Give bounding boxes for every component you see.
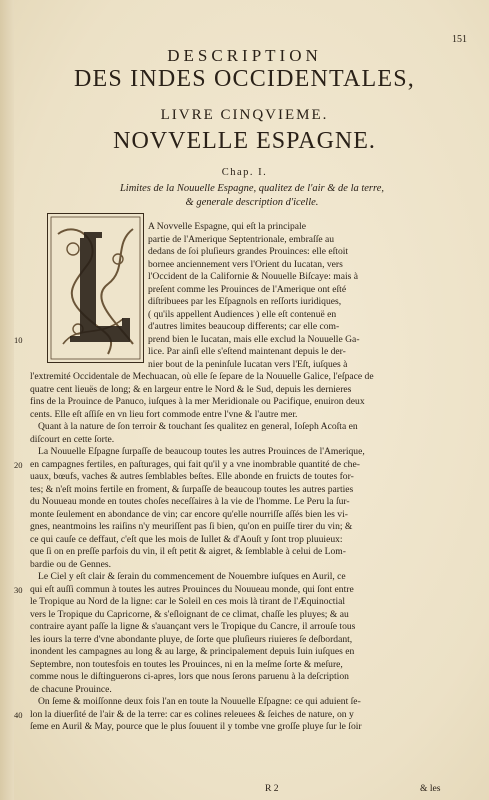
text-line: diſcourt en cette ſorte. <box>30 433 115 445</box>
text-line: prend bien le Iucatan, mais elle exclud la Nouuelle Ga- <box>148 333 360 345</box>
text-line: uaux, bœufs, vaches & autres ſemblables beſtes. Elle abonde en fruicts de toutes for- <box>30 471 354 482</box>
chapter-subtitle-1: Limites de la Nouuelle Espagne, qualitez de l'air & de la terre, <box>119 183 385 194</box>
text-line: Quant à la nature de ſon terroir & touchant ſes qualitez en general, Ioſeph Acoſta en <box>38 421 358 432</box>
title-line-description: DESCRIPTION <box>167 46 322 65</box>
text-line: ce qui cauſe ce deffaut, c'eſt que les mois de Iullet & d'Aouſt y ſont trop pluuieux: <box>30 533 343 545</box>
text-line: du Nouueau monde en toutes choſes neceſſaires à la vie de l'homme. Le Peru la ſur- <box>30 496 350 507</box>
margin-number: 40 <box>14 709 23 720</box>
text-line: nier bout de la peninſule Iucatan vers l'Eſt, iuſques à <box>148 358 348 370</box>
decorated-initial-l <box>47 213 144 363</box>
text-line: tes; & n'eſt moins fertile en froment, & ſurpaſſe de beaucoup toutes les autres parties <box>30 483 354 495</box>
catchword: & les <box>420 783 441 794</box>
chapter-subtitle-2: & generale description d'icelle. <box>185 197 319 208</box>
signature-mark: R 2 <box>265 783 279 794</box>
text-line: gnes, neantmoins les raiſins n'y meuriſſent pas ſi bien, qu'on en puiſſe tirer du vin; & <box>30 521 353 532</box>
text-line: dedans de ſoi pluſieurs grandes Prouinces: elle eſtoit <box>148 246 349 257</box>
text-line: comme nous le diſtinguerons ci-apres, lors que nous ſerons paruenu à la deſcription <box>30 671 349 682</box>
text-line: le Tropique au Nord de la ligne: car le Soleil en ces mois là tirant de l'Æquinoctial <box>30 596 346 607</box>
text-line: ſeme en Auril & May, pource que le plus ſouuent il y tombe vne groſſe pluye ſur le ſoir <box>30 721 362 732</box>
page-number: 151 <box>452 34 467 45</box>
text-line: l'Occident de la Californie & Nouuelle Biſcaye: mais à <box>148 271 359 282</box>
text-line: La Nouuelle Eſpagne ſurpaſſe de beaucoup toutes les autres Prouinces de l'Amerique, <box>38 446 365 457</box>
text-line: preſent comme les Prouinces de l'Amerique ont eſté <box>148 283 347 295</box>
text-line: bornee anciennement vers l'Orient du Iucatan, vers <box>148 258 343 270</box>
margin-number: 20 <box>14 459 23 470</box>
ornament-icon <box>48 214 143 362</box>
title-line-espagne: NOVVELLE ESPAGNE. <box>113 128 376 154</box>
text-line: l'extremité Occidentale de Mechuacan, où elle ſe ſepare de la Nouuelle Galice, l'eſpace de <box>30 371 374 382</box>
text-line: contraire ayant paſſe la ligne & s'auançant vers le Tropique du Cancre, il arrouſe tous <box>30 621 356 632</box>
title-line-livre: LIVRE CINQVIEME. <box>160 107 329 123</box>
text-line: monte ſeulement en abondance de vin; car encore qu'elle nourriſſe aſſés bien les vi- <box>30 508 348 520</box>
text-line: ( qu'ils appellent Audiences ) elle eſt contenuë en <box>148 308 337 320</box>
text-line: que ſi on en preſſe parfois du vin, il eſt petit & aigret, & ſemblable à celui de Lom- <box>30 546 346 557</box>
text-line: les iours la terre d'vne abondante pluye, de ſorte que pluſieurs riuieres ſe deſbordant, <box>30 633 353 645</box>
margin-number: 10 <box>14 334 23 345</box>
text-line: quatre cent lieuës de long; & en largeur entre le Nord & le Sud, depuis les dernieres <box>30 383 352 395</box>
text-line: partie de l'Amerique Septentrionale, embraſſe au <box>148 233 335 245</box>
text-line: A Novvelle Espagne, qui eſt la principale <box>148 221 306 232</box>
text-line: cents. Elle eſt aſſiſe en vn lieu fort commode entre l'vne & l'autre mer. <box>30 408 298 420</box>
text-line: inondent les campagnes au long & au large, & principalement depuis Iuin iuſques en <box>30 646 355 657</box>
text-line: lice. Par ainſi elle s'eſtend maintenant depuis le der- <box>148 346 346 357</box>
margin-number: 30 <box>14 584 23 595</box>
text-line: bardie ou de Gennes. <box>30 558 111 570</box>
text-line: diſtribuees par les Eſpagnols en reſſorts iuridiques, <box>148 296 342 307</box>
text-line: fins de la Prouince de Panuco, iuſques à la mer Meridionale ou Pacifique, enuiron deux <box>30 396 365 407</box>
text-line: qui eſt auſſi commun à toutes les autres Prouinces du Nouueau monde, qui ſont entre <box>30 583 354 595</box>
text-line: en campagnes fertiles, en paſturages, qui fait qu'il y a vne inombrable quantité de che- <box>30 458 360 470</box>
text-line: lon la diuerſité de l'air & de la terre: car es colines releuees & ſeiches de nature, on y <box>30 708 354 720</box>
title-line-indes: DES INDES OCCIDENTALES, <box>73 66 415 92</box>
chapter-heading: Chap. I. <box>221 167 268 178</box>
text-line: Le Ciel y eſt clair & ſerain du commencement de Nouembre iuſques en Auril, ce <box>38 571 346 582</box>
text-line: de chacune Prouince. <box>30 683 112 695</box>
text-line: Septembre, non toutesfois en toutes les Prouinces, ni en la meſme ſorte & meſure, <box>30 658 343 670</box>
text-line: vers le Tropique du Capricorne, & s'eſloignant de ce climat, chaſſe les pluyes; & au <box>30 608 349 620</box>
text-line: On ſeme & moiſſonne deux fois l'an en toute la Nouuelle Eſpagne: ce qui aduient ſe- <box>38 696 361 707</box>
text-line: d'autres limites beaucoup differents; car elle com- <box>148 321 340 332</box>
